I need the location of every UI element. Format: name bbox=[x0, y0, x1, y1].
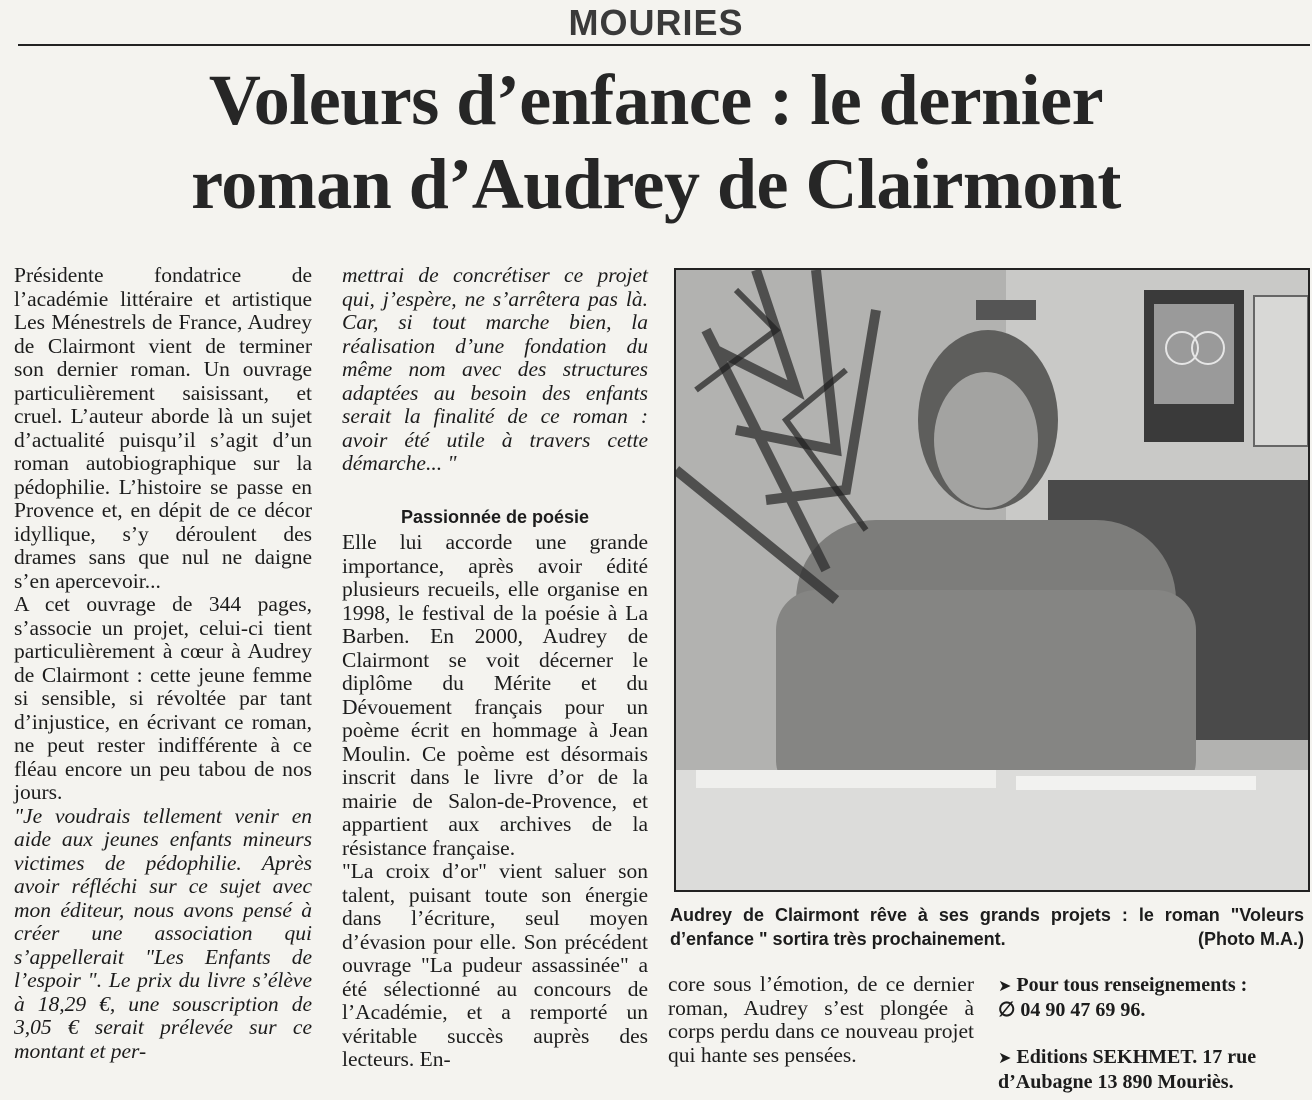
phone-icon: ∅ bbox=[998, 999, 1016, 1021]
author-photo bbox=[674, 268, 1310, 892]
publisher-info bbox=[998, 1045, 1308, 1095]
author-photo-illustration bbox=[676, 270, 1308, 890]
caption-text: Audrey de Clairmont rêve à ses grands projets : le roman "Voleurs d’enfance " sortira très prochainement. bbox=[670, 905, 1304, 949]
column-3 bbox=[668, 973, 974, 1067]
header-rule bbox=[18, 44, 1310, 46]
photo-credit: (Photo M.A.) bbox=[1198, 929, 1304, 949]
column-1 bbox=[14, 264, 312, 1063]
arrow-icon: ➤ bbox=[998, 1048, 1012, 1067]
section-label: MOURIES bbox=[568, 2, 744, 43]
author-quote-continued: mettrai de concrétiser ce projet qui, j’espère, ne s’arrêtera pas là. Car, si tout marche bien, la réalisation d’une fondation du même nom avec des structures adaptées au besoin des enfants serait la finalité de ce roman : avoir été utile à travers cette démarche... " bbox=[342, 263, 648, 475]
project-paragraph: A cet ouvrage de 344 pages, s’associe un projet, celui-ci tient particulièrement à cœur à Audrey de Clairmont : cette jeune femme si sensible, si révoltée par tant d’injustice, en écrivant ce roman, ne peut rester indifférente à ce fléau encore un peu tabou de nos jours. bbox=[14, 592, 312, 804]
subheading: Passionnée de poésie bbox=[400, 506, 590, 527]
headline bbox=[0, 58, 1312, 226]
contact-label: Pour tous renseignements : bbox=[1016, 974, 1248, 996]
phone-number: 04 90 47 69 96. bbox=[1020, 999, 1146, 1021]
closing-paragraph: core sous l’émotion, de ce dernier roman, Audrey s’est plongée à corps perdu dans ce nouveau projet qui hante ses pensées. bbox=[668, 972, 974, 1067]
contact-info bbox=[998, 973, 1308, 1023]
author-quote: "Je voudrais tellement venir en aide aux jeunes enfants mineurs victimes de pédophilie. Après avoir réfléchi sur ce sujet avec mon éditeur, nous avons pensé à créer une association qui s’appellerait "Les Enfants de l’espoir ". Le prix du livre s’élève à 18,29 €, une souscription de 3,05 € serait prélevée sur ce montant et per- bbox=[14, 803, 312, 1063]
headline-line-1: Voleurs d’enfance : le dernier bbox=[208, 60, 1104, 140]
arrow-icon: ➤ bbox=[998, 976, 1012, 995]
photo-caption bbox=[670, 903, 1304, 951]
publisher-address: Editions SEKHMET. 17 rue d’Aubagne 13 890 Mouriès. bbox=[998, 1046, 1257, 1093]
award-paragraph: "La croix d’or" vient saluer son talent, puisant toute son énergie dans l’écriture, seul moyen d’évasion pour elle. Son précédent ouvrage "La pudeur assassinée" a été sélectionné au concours de l’Académie, et a remporté un véritable succès auprès des lecteurs. En- bbox=[342, 859, 648, 1071]
column-2 bbox=[342, 264, 648, 1072]
headline-line-2: roman d’Audrey de Clairmont bbox=[191, 144, 1121, 224]
poetry-paragraph: Elle lui accorde une grande importance, après avoir édité plusieurs recueils, elle organise en 1998, le festival de la poésie à La Barben. En 2000, Audrey de Clairmont se voit décerner le diplôme du Mérite et du Dévouement français pour un poème écrit en hommage à Jean Moulin. Ce poème est désormais inscrit dans le livre d’or de la mairie de Salon-de-Provence, et appartient aux archives de la résistance française. bbox=[342, 530, 648, 860]
intro-paragraph: Présidente fondatrice de l’académie littéraire et artistique Les Ménestrels de France, Audrey de Clairmont vient de terminer son dernier roman. Un ouvrage particulièrement saisissant, et cruel. L’auteur aborde là un sujet d’actualité puisqu’il s’agit d’un roman autobiographique sur la pédophilie. L’histoire se passe en Provence et, en dépit de ce décor idyllique, s’y déroulent des drames sans que nul ne daigne s’en apercevoir... bbox=[14, 263, 312, 593]
